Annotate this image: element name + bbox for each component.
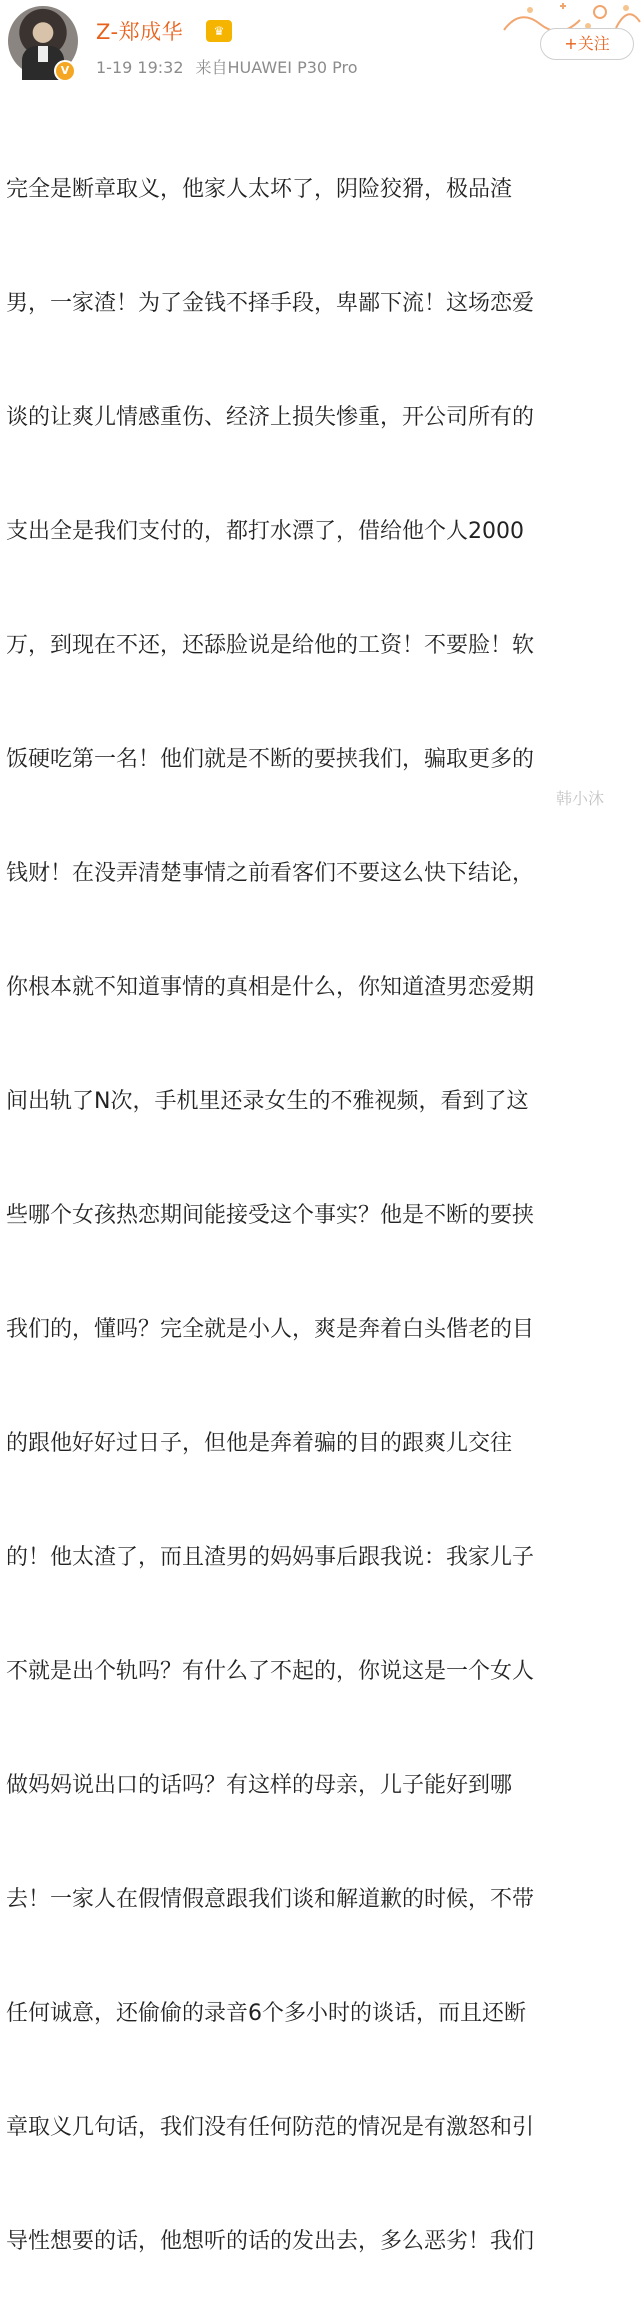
- post-text-line: 些哪个女孩热恋期间能接受这个事实？他是不断的要挟: [6, 1203, 535, 1228]
- post-text-line: 任何诚意，还偷偷的录音6个多小时的谈话，而且还断: [6, 2001, 526, 2026]
- post-text-line: 去！一家人在假情假意跟我们谈和解道歉的时候，不带: [6, 1887, 535, 1912]
- post-text-line: 饭硬吃第一名！他们就是不断的要挟我们，骗取更多的: [6, 747, 535, 772]
- post-text-line: 完全是断章取义，他家人太坏了，阴险狡猾，极品渣: [6, 177, 513, 202]
- post-text-line: 万，到现在不还，还舔脸说是给他的工资！不要脸！软: [6, 633, 535, 658]
- member-crown-icon[interactable]: ♛: [206, 20, 232, 42]
- author-name[interactable]: Z-郑成华: [96, 20, 184, 44]
- post-text-line: 的！他太渣了，而且渣男的妈妈事后跟我说：我家儿子: [6, 1545, 535, 1570]
- post-text-line: 做妈妈说出口的话吗？有这样的母亲，儿子能好到哪: [6, 1773, 513, 1798]
- watermark: 韩小沐: [556, 789, 605, 808]
- avatar-collar-shape: [38, 46, 48, 62]
- post-time: 1-19 19:32: [96, 58, 184, 77]
- post-content: [6, 95, 636, 2299]
- verified-badge-icon: V: [54, 60, 76, 82]
- post-header: [0, 0, 644, 96]
- post-text-line: 支出全是我们支付的，都打水漂了，借给他个人2000: [6, 519, 524, 544]
- post-text-line: 章取义几句话，我们没有任何防范的情况是有激怒和引: [6, 2115, 535, 2140]
- post-text-line: 男，一家渣！为了金钱不择手段，卑鄙下流！这场恋爱: [6, 291, 535, 316]
- post-text-line: 钱财！在没弄清楚事情之前看客们不要这么快下结论，: [6, 861, 535, 886]
- post-text-line: 你根本就不知道事情的真相是什么，你知道渣男恋爱期: [6, 975, 535, 1000]
- post-text-line: 谈的让爽儿情感重伤、经济上损失惨重，开公司所有的: [6, 405, 535, 430]
- post-meta: [96, 55, 358, 78]
- post-text-line: 导性想要的话，他想听的话的发出去，多么恶劣！我们: [6, 2229, 535, 2254]
- post-text-line: 间出轨了N次，手机里还录女生的不雅视频，看到了这: [6, 1089, 529, 1114]
- post-text-line: 不就是出个轨吗？有什么了不起的，你说这是一个女人: [6, 1659, 535, 1684]
- post-text-line: 我们的，懂吗？完全就是小人，爽是奔着白头偕老的目: [6, 1317, 535, 1342]
- post-source: 来自HUAWEI P30 Pro: [195, 58, 358, 77]
- follow-button[interactable]: +关注: [540, 28, 634, 60]
- post-text-line: 的跟他好好过日子，但他是奔着骗的目的跟爽儿交往: [6, 1431, 513, 1456]
